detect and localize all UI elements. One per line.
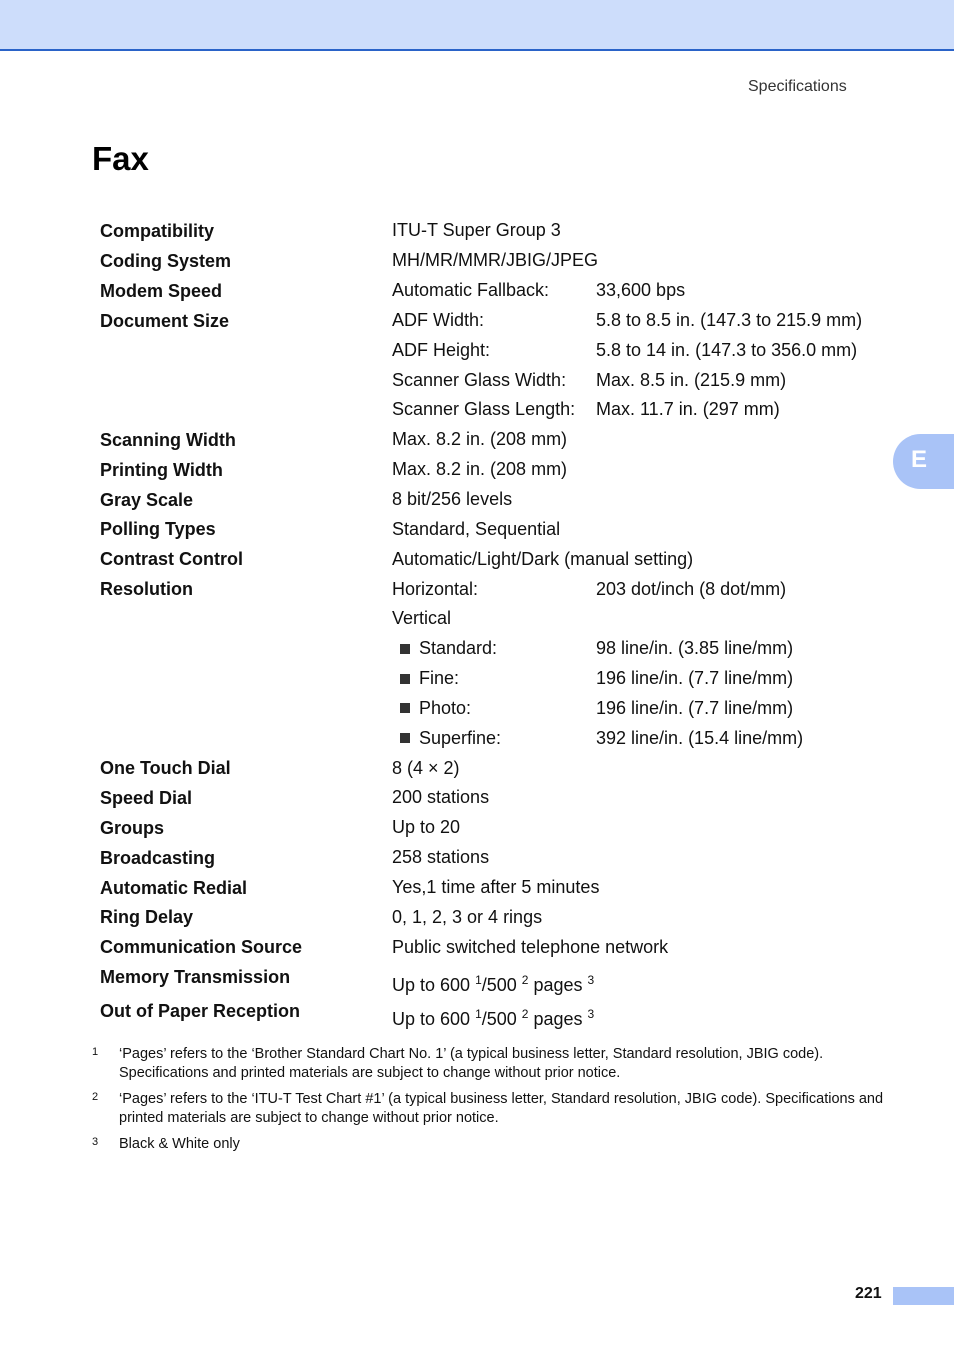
spec-label: Automatic Redial — [100, 877, 248, 898]
footnote-ref: 2 — [521, 973, 529, 988]
page-number: 221 — [855, 1285, 882, 1302]
spec-value: Max. 8.5 in. (215.9 mm) — [596, 369, 787, 390]
spec-value: Up to 600 $^1$/500 $^2$ pages $^3$ — [392, 973, 595, 996]
spec-value: Max. 11.7 in. (297 mm) — [596, 399, 780, 420]
spec-value: Max. 8.2 in. (208 mm) — [392, 429, 568, 450]
spec-row-memory-transmission — [100, 962, 890, 996]
spec-label: Modem Speed — [100, 280, 223, 301]
spec-row-broadcasting — [100, 843, 890, 873]
footnote — [92, 1090, 892, 1128]
spec-label: Speed Dial — [100, 788, 193, 809]
footnote-ref: 2 — [521, 1007, 529, 1022]
footnote-text: ‘Pages’ refers to the ‘ITU-T Test Chart #1’ (a typical business letter, Standard resolution, JBIG code). Specifications and printed materials are subject to change without prior notice. — [119, 1091, 884, 1126]
spec-key: Photo: — [419, 697, 472, 718]
spec-key: Scanner Glass Width: — [392, 369, 567, 390]
spec-label: Scanning Width — [100, 429, 236, 450]
spec-value: 8 bit/256 levels — [392, 489, 513, 510]
footer-band — [893, 1287, 954, 1305]
spec-value: Automatic/Light/Dark (manual setting) — [392, 548, 694, 569]
spec-label: Gray Scale — [100, 489, 194, 510]
spec-row-out-of-paper-reception — [100, 996, 890, 1030]
spec-value: 5.8 to 14 in. (147.3 to 356.0 mm) — [596, 339, 858, 360]
spec-value: 8 (4 × 2) — [392, 757, 460, 778]
footnotes — [92, 1045, 892, 1161]
spec-row-scanning-width — [100, 425, 890, 455]
chapter-tab-letter: E — [911, 446, 928, 473]
spec-value: ITU-T Super Group 3 — [392, 220, 561, 241]
spec-label: Contrast Control — [100, 549, 243, 570]
spec-value: MH/MR/MMR/JBIG/JPEG — [392, 250, 598, 271]
spec-row-modem — [100, 276, 890, 306]
spec-row-gray-scale — [100, 485, 890, 515]
spec-key: Automatic Fallback: — [392, 280, 550, 301]
footnote-ref: 1 — [475, 1007, 482, 1022]
spec-value: 392 line/in. (15.4 line/mm) — [596, 727, 804, 748]
spec-label: Memory Transmission — [100, 967, 291, 988]
spec-label: One Touch Dial — [100, 758, 231, 779]
spec-value: Up to 600 $^1$/500 $^2$ pages $^3$ — [392, 1007, 595, 1030]
spec-label: Out of Paper Reception — [100, 1001, 301, 1022]
spec-value: Public switched telephone network — [392, 936, 669, 957]
spec-key: Scanner Glass Length: — [392, 399, 576, 420]
spec-row-one-touch-dial — [100, 753, 890, 783]
spec-row-ring-delay — [100, 902, 890, 932]
top-header-band — [0, 0, 954, 51]
bullet-square-icon — [400, 644, 410, 654]
spec-row-polling-types — [100, 514, 890, 544]
spec-value: 0, 1, 2, 3 or 4 rings — [392, 906, 543, 927]
footnote — [92, 1045, 892, 1083]
spec-key: Horizontal: — [392, 578, 479, 599]
spec-label: Groups — [100, 817, 165, 838]
spec-value: 196 line/in. (7.7 line/mm) — [596, 697, 794, 718]
footnote-number: 1 — [92, 1046, 99, 1058]
spec-key: Superfine: — [419, 727, 502, 748]
footnote-ref: 1 — [475, 973, 482, 988]
spec-key: ADF Height: — [392, 339, 491, 360]
spec-label: Ring Delay — [100, 907, 194, 928]
bullet-square-icon — [400, 674, 410, 684]
spec-value: Standard, Sequential — [392, 518, 561, 539]
footnote-text: Black & White only — [119, 1136, 240, 1152]
spec-key: ADF Width: — [392, 309, 485, 330]
spec-value: 196 line/in. (7.7 line/mm) — [596, 668, 794, 689]
spec-row-compatibility — [100, 216, 890, 246]
spec-value: Max. 8.2 in. (208 mm) — [392, 459, 568, 480]
spec-row-communication-source — [100, 932, 890, 962]
spec-label: Broadcasting — [100, 847, 216, 868]
spec-value: 5.8 to 8.5 in. (147.3 to 215.9 mm) — [596, 309, 863, 330]
spec-key: Vertical — [392, 608, 452, 629]
spec-value: 258 stations — [392, 847, 490, 868]
spec-value: Up to 20 — [392, 817, 461, 838]
spec-label: Coding System — [100, 250, 232, 271]
spec-key: Standard: — [419, 638, 498, 659]
spec-label: Compatibility — [100, 221, 215, 241]
spec-row-coding — [100, 246, 890, 276]
spec-value: 98 line/in. (3.85 line/mm) — [596, 638, 794, 659]
spec-row-automatic-redial — [100, 873, 890, 903]
page-title: Fax — [92, 140, 149, 177]
spec-label: Communication Source — [100, 937, 303, 958]
spec-label: Printing Width — [100, 459, 223, 480]
spec-value: Yes,1 time after 5 minutes — [392, 876, 600, 897]
running-header: Specifications — [748, 78, 847, 95]
bullet-square-icon — [400, 733, 410, 743]
spec-value: 200 stations — [392, 787, 490, 808]
bullet-square-icon — [400, 703, 410, 713]
footnote-number: 2 — [92, 1091, 99, 1103]
footnote-ref: 3 — [587, 973, 595, 988]
footnote-ref: 3 — [587, 1007, 595, 1022]
spec-table — [100, 216, 890, 1030]
spec-row-speed-dial — [100, 783, 890, 813]
spec-label: Polling Types — [100, 519, 216, 540]
spec-value: 33,600 bps — [596, 280, 686, 301]
spec-row-document-size — [100, 306, 890, 425]
footnote-text: ‘Pages’ refers to the ‘Brother Standard Chart No. 1’ (a typical business letter, Standard resolution, JBIG code). Specifications and printed materials are subject to change without prior notice. — [119, 1046, 824, 1081]
spec-row-resolution — [100, 574, 890, 753]
footnote — [92, 1135, 892, 1154]
spec-row-printing-width — [100, 455, 890, 485]
spec-label: Document Size — [100, 310, 230, 331]
spec-label: Resolution — [100, 579, 193, 600]
spec-value: 203 dot/inch (8 dot/mm) — [596, 578, 787, 599]
footnote-number: 3 — [92, 1136, 99, 1148]
spec-key: Fine: — [419, 668, 460, 689]
spec-row-groups — [100, 813, 890, 843]
chapter-tab — [893, 434, 954, 489]
spec-row-contrast-control — [100, 544, 890, 574]
